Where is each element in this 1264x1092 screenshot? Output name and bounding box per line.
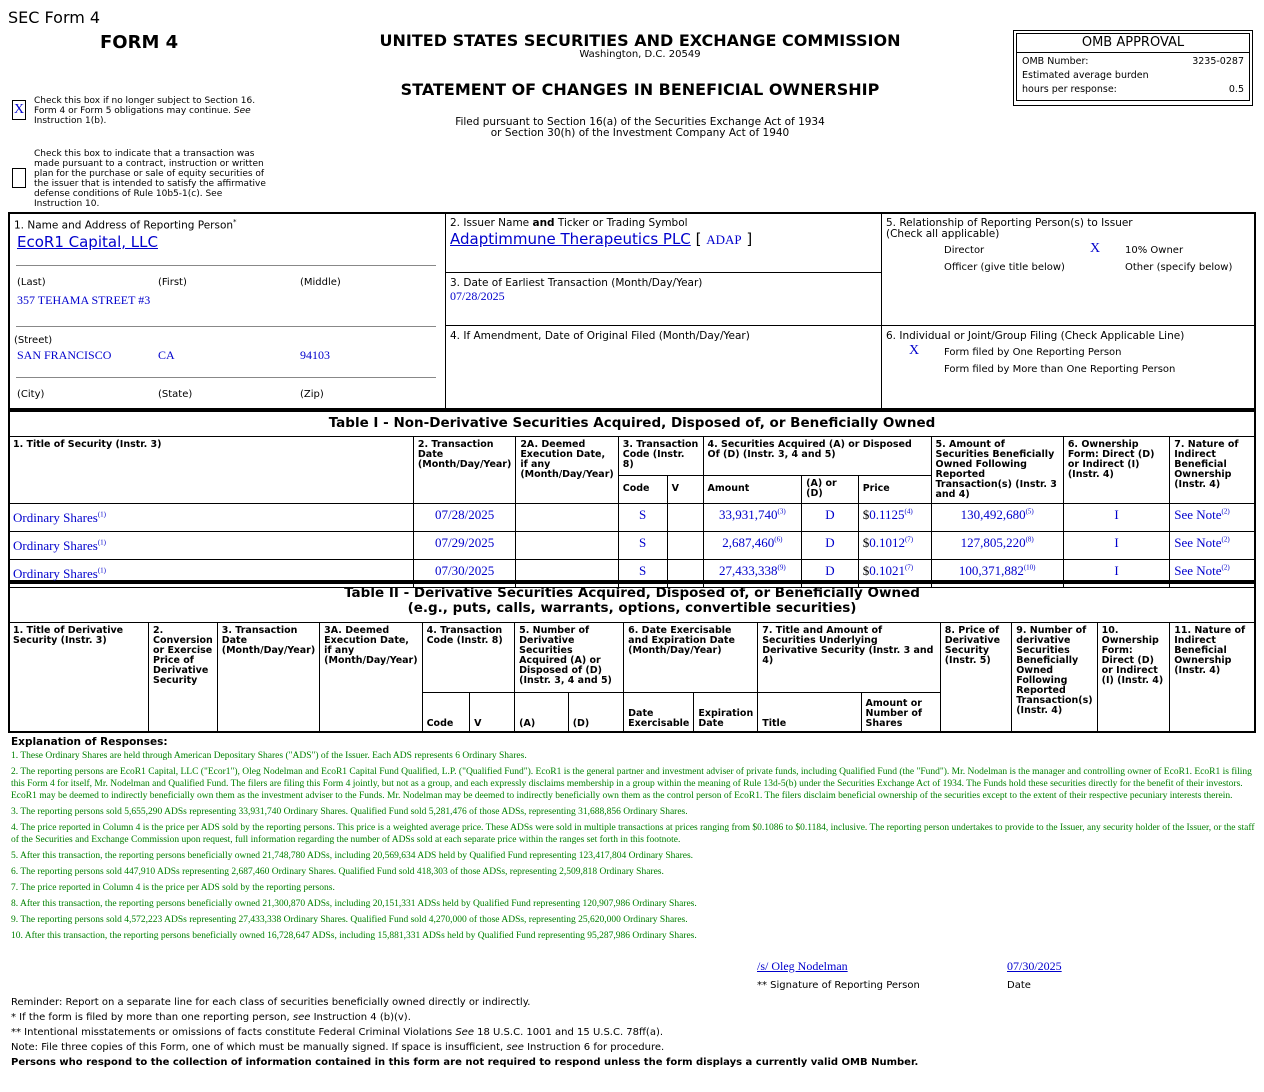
- t1-h-date: 2. Transaction Date (Month/Day/Year): [413, 437, 515, 504]
- reporting-person-name[interactable]: EcoR1 Capital, LLC: [17, 232, 158, 251]
- omb-approval-box: [1013, 30, 1253, 106]
- t2-h-amount: Amount or Number of Shares: [861, 693, 940, 733]
- signature-date[interactable]: 07/30/2025: [1007, 959, 1062, 973]
- one-person-label: Form filed by One Reporting Person: [944, 347, 1122, 358]
- amendment-box: [446, 326, 882, 410]
- relationship-sub: (Check all applicable): [886, 228, 1000, 240]
- amendment-label: 4. If Amendment, Date of Original Filed (Month/Day/Year): [450, 330, 750, 342]
- footer-line-2: [11, 1025, 918, 1040]
- security-title-text: Ordinary Shares: [13, 537, 98, 553]
- t1-nature[interactable]: [1170, 532, 1256, 560]
- t2-h-date: 3. Transaction Date (Month/Day/Year): [217, 623, 319, 733]
- table2-title-2: (e.g., puts, calls, warrants, options, convertible securities): [407, 600, 857, 616]
- section16-see: See: [233, 106, 251, 116]
- t2-h-deemed: 3A. Deemed Execution Date, if any (Month/Day/Year): [320, 623, 422, 733]
- t1-owned: [931, 504, 1063, 532]
- explanation-heading: Explanation of Responses:: [11, 736, 168, 748]
- last-label: (Last): [17, 277, 46, 288]
- omb-burden-label: Estimated average burden: [1022, 70, 1149, 81]
- footer-f1-b: Instruction 4 (b)(v).: [313, 1012, 411, 1023]
- owned-text: 127,805,220: [960, 535, 1026, 550]
- city-value: SAN FRANCISCO: [17, 348, 112, 362]
- divider: [16, 265, 436, 266]
- t1-h-price: Price: [858, 475, 931, 503]
- price-prefix: $: [862, 507, 870, 522]
- section16-text-b: Instruction 1(b).: [34, 116, 107, 126]
- explanation-note: 8. After this transaction, the reporting persons beneficially owned 21,300,870 ADSs, including 20,151,331 ADSs held by Qualified Fund representing 120,907,986 Ordinary Shares.: [11, 899, 697, 909]
- doc-label: SEC Form 4: [8, 8, 101, 27]
- omb-hours-value: 0.5: [1228, 84, 1244, 95]
- ten-pct-label: 10% Owner: [1125, 245, 1184, 256]
- section16-text: [34, 96, 264, 126]
- t1-amount: [703, 532, 802, 560]
- t2-h-nature: 11. Nature of Indirect Beneficial Ownership (Instr. 4): [1170, 623, 1256, 733]
- t2-h-conversion: 2. Conversion or Exercise Price of Derivative Security: [148, 623, 217, 733]
- signature-label: ** Signature of Reporting Person: [757, 980, 920, 991]
- issuer-label-a: 2. Issuer Name: [450, 217, 530, 229]
- issuer-ticker: ADAP: [706, 232, 742, 247]
- t2-h-d: (D): [568, 693, 623, 733]
- table2-title-1: Table II - Derivative Securities Acquired, Disposed of, or Beneficially Owned: [344, 585, 920, 601]
- rule10b5-text: Check this box to indicate that a transaction was made pursuant to a contract, instruction or written plan for the purchase or sale of equity securities of the issuer that is intended to satisfy the affirmative defense conditions of Rule 10b5-1(c). See Instruction 10.: [34, 149, 266, 209]
- table1-title: Table I - Non-Derivative Securities Acquired, Disposed of, or Beneficially Owned: [328, 415, 936, 431]
- explanation-note: 9. The reporting persons sold 4,572,223 ADSs representing 27,433,338 Ordinary Shares. Qualified Fund sold 4,270,000 of those ADSs, representing 25,620,000 Ordinary Shares.: [11, 915, 688, 925]
- t2-h-code-sub: Code: [422, 693, 470, 733]
- footnote-ref: (10): [1023, 563, 1036, 572]
- footnote-ref: (8): [1025, 535, 1034, 544]
- section16-text-a: Check this box if no longer subject to Section 16. Form 4 or Form 5 obligations may continue.: [34, 96, 256, 116]
- state-label: (State): [158, 389, 193, 400]
- t2-h-code: 4. Transaction Code (Instr. 8): [422, 623, 515, 693]
- t2-h-exercisable: 6. Date Exercisable and Expiration Date (Month/Day/Year): [624, 623, 758, 693]
- filed-line-1: Filed pursuant to Section 16(a) of the Securities Exchange Act of 1934: [455, 116, 825, 128]
- t1-h-code-sub: Code: [618, 475, 667, 503]
- explanation-notes: [11, 750, 1255, 946]
- filed-pursuant: [340, 117, 940, 139]
- t1-security-title[interactable]: [9, 504, 414, 532]
- first-label: (First): [158, 277, 187, 288]
- t2-h-date-ex: Date Exercisable: [624, 693, 694, 733]
- footnote-ref: (5): [1025, 507, 1034, 516]
- footer-line-3: [11, 1040, 918, 1055]
- price-text: 0.1021: [869, 563, 905, 578]
- amount-text: 33,931,740: [718, 507, 778, 522]
- footer-f3-b: Instruction 6 for procedure.: [527, 1042, 665, 1053]
- footnote-ref: (2): [1221, 507, 1230, 516]
- footnote-ref: (1): [97, 510, 107, 519]
- t1-v: [667, 532, 703, 560]
- officer-label: Officer (give title below): [944, 262, 1065, 273]
- t1-aord: D: [802, 504, 859, 532]
- table-row: [9, 532, 1256, 560]
- footnote-ref: (4): [904, 507, 913, 516]
- t1-v: [667, 504, 703, 532]
- footnote-ref: (1): [97, 538, 107, 547]
- t1-form: I: [1063, 560, 1169, 588]
- t2-h-owned: 9. Number of derivative Securities Beneficially Owned Following Reported Transaction(s) (Instr. 4): [1012, 623, 1097, 733]
- t2-h-title-sub: Title: [758, 693, 861, 733]
- explanation-note: 3. The reporting persons sold 5,655,290 ADSs representing 33,931,740 Ordinary Shares. Qualified Fund sold 5,281,476 of those ADSs, representing 31,688,856 Ordinary Shares.: [11, 807, 688, 817]
- explanation-note: 5. After this transaction, the reporting persons beneficially owned 21,748,780 ADSs, including 20,569,634 ADS held by Qualified Fund representing 123,417,804 Ordinary Shares.: [11, 851, 694, 861]
- omb-hours-label: hours per response:: [1022, 84, 1117, 95]
- footnote-ref: (3): [777, 507, 786, 516]
- explanation-note: 4. The price reported in Column 4 is the price per ADS sold by the reporting persons. This price is a weighted average price. These ADSs were sold in multiple transactions at prices ranging from $0.1086 to $0.1184, inclusive. The reporting person undertakes to provide to the Issuer, any security holder of the Issuer, or the staff of the Securities and Exchange Commission upon request, full information regarding the number of ADSs sold at each separate price within the ranges set forth in this footnote.: [11, 823, 1255, 845]
- footnote-ref: (6): [774, 535, 783, 544]
- security-title-text: Ordinary Shares: [13, 509, 98, 525]
- omb-number-value: 3235-0287: [1192, 56, 1244, 67]
- t1-h-title: 1. Title of Security (Instr. 3): [9, 437, 414, 504]
- footer-f1-see: see: [292, 1012, 311, 1023]
- security-title-text: Ordinary Shares: [13, 565, 98, 581]
- reporting-person-label: 1. Name and Address of Reporting Person: [14, 219, 234, 232]
- omb-title: OMB APPROVAL: [1016, 33, 1250, 53]
- t1-deemed: [516, 504, 618, 532]
- nature-text: See Note: [1174, 563, 1222, 578]
- t1-h-nature: 7. Nature of Indirect Beneficial Ownership (Instr. 4): [1170, 437, 1256, 504]
- earliest-date-label: 3. Date of Earliest Transaction (Month/Day/Year): [450, 277, 703, 289]
- explanation-note: 6. The reporting persons sold 447,910 ADSs representing 2,687,460 Ordinary Shares. Qualified Fund sold 418,303 of those ADSs, representing 2,509,818 Ordinary Shares.: [11, 867, 664, 877]
- t1-code: S: [618, 560, 667, 588]
- relationship-label: 5. Relationship of Reporting Person(s) to Issuer: [886, 217, 1133, 229]
- table2-title: [8, 586, 1256, 616]
- footer-f2-b: 18 U.S.C. 1001 and 15 U.S.C. 78ff(a).: [477, 1027, 664, 1038]
- t1-aord: D: [802, 532, 859, 560]
- footer-f2-a: ** Intentional misstatements or omissions of facts constitute Federal Criminal Violations: [11, 1027, 453, 1038]
- t2-h-title: 1. Title of Derivative Security (Instr. 3): [9, 623, 149, 733]
- issuer-label-and: and: [532, 217, 555, 229]
- middle-label: (Middle): [300, 277, 341, 288]
- footnote-ref: (2): [1221, 563, 1230, 572]
- t2-h-exp: Expiration Date: [694, 693, 758, 733]
- issuer-box: 2. Issuer Name and Ticker or Trading Symbol Adaptimmune Therapeutics PLC [ ADAP ]: [446, 212, 882, 273]
- street-value: 357 TEHAMA STREET #3: [17, 293, 151, 307]
- t1-deemed: [516, 532, 618, 560]
- more-person-label: Form filed by More than One Reporting Person: [944, 364, 1176, 375]
- t1-h-v: V: [667, 475, 703, 503]
- explanation-note: 2. The reporting persons are EcoR1 Capital, LLC ("Ecor1"), Oleg Nodelman and EcoR1 Capital Fund Qualified, L.P. ("Qualified Fund"). EcoR1 is the general partner and investment adviser of private funds, including Qualified Fund (the "Fund"). Mr. Nodelman is the manager and controlling owner of EcoR1. EcoR1 is filing this Form 4 for itself, Mr. Nodelman and Qualified Fund. The filers are filing this Form 4 jointly, but not as a group, and each expressly disclaims membership in a group within the meaning of Rule 13d-5(b) under the Securities Exchange Act of 1934. The Funds hold these securities directly for the benefit of their investors. EcoR1 may be deemed to indirectly beneficially own them as the investment adviser to the Funds. Mr. Nodelman may be deemed to indirectly beneficially own them as the control person of EcoR1. The filers disclaim beneficial ownership of the securities except to the extent of their respective pecuniary interests therein.: [11, 767, 1252, 801]
- t1-code: S: [618, 504, 667, 532]
- agency-location: Washington, D.C. 20549: [579, 49, 701, 60]
- section16-checkbox[interactable]: X: [12, 100, 26, 120]
- footnote-ref: (7): [904, 563, 914, 572]
- table2: [8, 622, 1256, 733]
- t1-date: 07/30/2025: [413, 560, 515, 588]
- footer-reminder: Reminder: Report on a separate line for each class of securities beneficially owned directly or indirectly.: [11, 997, 531, 1008]
- t1-h-acquired: 4. Securities Acquired (A) or Disposed Of (D) (Instr. 3, 4 and 5): [703, 437, 931, 476]
- footnote-ref: (2): [1221, 535, 1230, 544]
- price-prefix: $: [862, 535, 870, 550]
- t1-price: [858, 504, 931, 532]
- t1-price: [858, 532, 931, 560]
- t1-h-code: 3. Transaction Code (Instr. 8): [618, 437, 703, 476]
- filing-label: 6. Individual or Joint/Group Filing (Check Applicable Line): [886, 330, 1185, 342]
- nature-text: See Note: [1174, 507, 1222, 522]
- t1-h-amount: Amount: [703, 475, 802, 503]
- city-label: (City): [17, 389, 45, 400]
- footnote-ref: (1): [97, 566, 107, 575]
- t2-h-a: (A): [515, 693, 569, 733]
- omb-details: [1016, 53, 1250, 101]
- nature-text: See Note: [1174, 535, 1222, 550]
- t1-form: I: [1063, 532, 1169, 560]
- t2-h-number: 5. Number of Derivative Securities Acquired (A) or Disposed of (D) (Instr. 3, 4 and 5): [515, 623, 624, 693]
- t1-amount: [703, 504, 802, 532]
- divider: [16, 377, 436, 378]
- t1-h-owned: 5. Amount of Securities Beneficially Owned Following Reported Transaction(s) (Instr. 3 and 4): [931, 437, 1063, 504]
- issuer-name[interactable]: Adaptimmune Therapeutics PLC: [450, 230, 691, 248]
- t1-h-deemed: 2A. Deemed Execution Date, if any (Month/Day/Year): [516, 437, 618, 504]
- amount-text: 27,433,338: [718, 563, 778, 578]
- zip-value: 94103: [300, 348, 330, 362]
- t1-h-form: 6. Ownership Form: Direct (D) or Indirect (I) (Instr. 4): [1063, 437, 1169, 504]
- table1: [8, 436, 1256, 588]
- ten-pct-mark[interactable]: X: [1090, 241, 1101, 256]
- footer-f3-see: see: [506, 1042, 524, 1053]
- explanation-note: 7. The price reported in Column 4 is the price per ADS sold by the reporting persons.: [11, 883, 335, 893]
- t1-aord: D: [802, 560, 859, 588]
- filed-line-2: or Section 30(h) of the Investment Company Act of 1940: [490, 127, 790, 139]
- price-text: 0.1012: [869, 535, 905, 550]
- price-prefix: $: [862, 563, 870, 578]
- zip-label: (Zip): [300, 389, 324, 400]
- form-title: FORM 4: [100, 32, 179, 53]
- t1-date: 07/28/2025: [413, 504, 515, 532]
- t2-h-price: 8. Price of Derivative Security (Instr. 5): [940, 623, 1012, 733]
- other-label: Other (specify below): [1125, 262, 1233, 273]
- footnote-ref: (9): [777, 563, 786, 572]
- earliest-date-value: 07/28/2025: [450, 289, 505, 303]
- footer-omb-notice: Persons who respond to the collection of information contained in this form are not required to respond unless the form displays a currently valid OMB Number.: [11, 1057, 919, 1068]
- owned-text: 130,492,680: [960, 507, 1026, 522]
- t1-date: 07/29/2025: [413, 532, 515, 560]
- footnote-ref: (7): [904, 535, 914, 544]
- issuer-label-b: Ticker or Trading Symbol: [557, 217, 688, 229]
- state-value: CA: [158, 348, 175, 362]
- t2-h-v: V: [470, 693, 515, 733]
- signature-name[interactable]: /s/ Oleg Nodelman: [757, 959, 848, 973]
- director-label: Director: [944, 245, 985, 256]
- t2-h-underlying: 7. Title and Amount of Securities Underlying Derivative Security (Instr. 3 and 4): [758, 623, 940, 693]
- agency-title: UNITED STATES SECURITIES AND EXCHANGE COMMISSION: [379, 31, 901, 50]
- footer-f2-see: See: [455, 1027, 474, 1038]
- t1-form: I: [1063, 504, 1169, 532]
- explanation-note: 1. These Ordinary Shares are held through American Depositary Shares ("ADS") of the Issuer. Each ADS represents 6 Ordinary Shares.: [11, 751, 527, 761]
- t1-security-title[interactable]: [9, 532, 414, 560]
- divider: [16, 326, 436, 327]
- explanation-note: 10. After this transaction, the reporting persons beneficially owned 16,728,647 ADSs, including 15,881,331 ADSs held by Qualified Fund representing 95,287,986 Ordinary Shares.: [11, 931, 697, 941]
- omb-number-label: OMB Number:: [1022, 56, 1089, 67]
- one-person-mark[interactable]: X: [909, 343, 920, 358]
- t1-h-aord: (A) or (D): [802, 475, 859, 503]
- earliest-date-box: [446, 273, 882, 326]
- footer-f1-a: * If the form is filed by more than one reporting person,: [11, 1012, 290, 1023]
- price-text: 0.1125: [869, 507, 905, 522]
- reporting-person-label-sup: *: [233, 218, 237, 226]
- footer-line-1: [11, 1010, 918, 1025]
- footer: [11, 995, 918, 1070]
- owned-text: 100,371,882: [958, 563, 1024, 578]
- date-label: Date: [1007, 980, 1031, 991]
- footer-f3-a: Note: File three copies of this Form, one of which must be manually signed. If space is insufficient,: [11, 1042, 504, 1053]
- reporting-person-box: [8, 212, 446, 410]
- rule10b5-checkbox[interactable]: [12, 168, 26, 188]
- t1-nature[interactable]: [1170, 504, 1256, 532]
- t2-h-form: 10. Ownership Form: Direct (D) or Indirect (I) (Instr. 4): [1097, 623, 1170, 733]
- street-label: (Street): [14, 335, 53, 346]
- t1-code: S: [618, 532, 667, 560]
- table-row: [9, 504, 1256, 532]
- amount-text: 2,687,460: [722, 535, 775, 550]
- statement-title: STATEMENT OF CHANGES IN BENEFICIAL OWNERSHIP: [400, 80, 880, 99]
- t1-owned: [931, 532, 1063, 560]
